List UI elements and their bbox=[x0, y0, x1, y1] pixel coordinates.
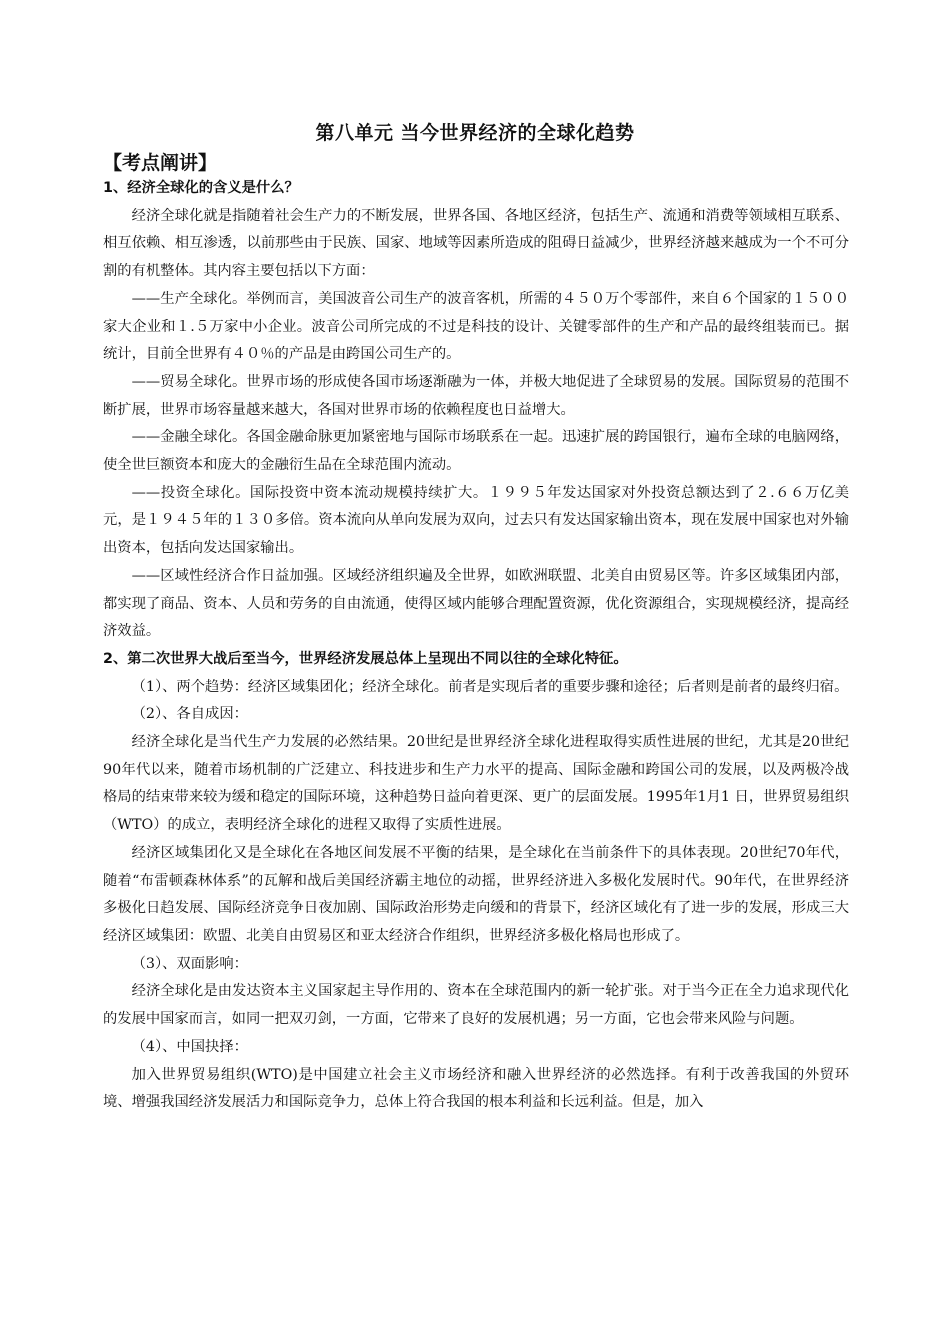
paragraph: ——投资全球化。国际投资中资本流动规模持续扩大。１９９５年发达国家对外投资总额达到了２.６６万亿美元，是１９４５年的１３０多倍。资本流向从单向发展为双向，过去只有发达国家输出资本，现在发展中国家也对外输出资本，包括向发达国家输出。 bbox=[103, 484, 849, 557]
page-title: 第八单元 当今世界经济的全球化趋势 bbox=[315, 122, 635, 144]
paragraph: 经济区域集团化又是全球化在各地区间发展不平衡的结果，是全球化在当前条件下的具体表现。20世纪70年代，随着“布雷顿森林体系”的瓦解和战后美国经济霸主地位的动摇，世界经济进入多极化发展时代。90年代，在世界经济多极化日趋发展、国际经济竞争日夜加剧、国际政治形势走向缓和的背景下，经济区域化有了进一步的发展，形成三大经济区域集团：欧盟、北美自由贸易区和亚太经济合作组织，世界经济多极化格局也形成了。 bbox=[103, 844, 849, 944]
paragraph: （1）、两个趋势：经济区域集团化；经济全球化。前者是实现后者的重要步骤和途径；后者则是前者的最终归宿。 bbox=[131, 678, 849, 695]
subheading: （2）、各自成因： bbox=[131, 706, 248, 723]
question-2-heading: 2、第二次世界大战后至当今，世界经济发展总体上呈现出不同以往的全球化特征。 bbox=[103, 650, 628, 667]
paragraph: ——生产全球化。举例而言，美国波音公司生产的波音客机，所需的４５０万个零部件，来自６个国家的１５００家大企业和１.５万家中小企业。波音公司所完成的不过是科技的设计、关键零部件的生产和产品的最终组装而已。据统计，目前全世界有４０％的产品是由跨国公司生产的。 bbox=[103, 290, 849, 363]
subheading: （3）、双面影响： bbox=[131, 955, 248, 972]
paragraph: 加入世界贸易组织(WTO)是中国建立社会主义市场经济和融入世界经济的必然选择。有利于改善我国的外贸环境、增强我国经济发展活力和国际竞争力，总体上符合我国的根本利益和长远利益。但是，加入 bbox=[103, 1066, 849, 1111]
paragraph: ——金融全球化。各国金融命脉更加紧密地与国际市场联系在一起。迅速扩展的跨国银行，遍布全球的电脑网络，使全世巨额资本和庞大的金融衍生品在全球范围内流动。 bbox=[103, 429, 849, 474]
question-1-heading: 1、经济全球化的含义是什么？ bbox=[103, 180, 299, 196]
document-body bbox=[103, 175, 849, 1117]
paragraph: 经济全球化是由发达资本主义国家起主导作用的、资本在全球范围内的新一轮扩张。对于当今正在全力追求现代化的发展中国家而言，如同一把双刃剑，一方面，它带来了良好的发展机遇；另一方面，它也会带来风险与问题。 bbox=[103, 983, 849, 1028]
subheading: （4）、中国抉择： bbox=[131, 1038, 248, 1055]
section-label: 【考点阐讲】 bbox=[103, 152, 218, 174]
paragraph: ——区域性经济合作日益加强。区域经济组织遍及全世界，如欧洲联盟、北美自由贸易区等。许多区域集团内部，都实现了商品、资本、人员和劳务的自由流通，使得区域内能够合理配置资源，优化资源组合，实现规模经济，提高经济效益。 bbox=[103, 567, 849, 640]
paragraph: 经济全球化是当代生产力发展的必然结果。20世纪是世界经济全球化进程取得实质性进展的世纪，尤其是20世纪90年代以来，随着市场机制的广泛建立、科技进步和生产力水平的提高、国际金融和跨国公司的发展，以及两极冷战格局的结束带来较为缓和稳定的国际环境，这种趋势日益向着更深、更广的层面发展。1995年1月1 日，世界贸易组织（WTO）的成立，表明经济全球化的进程又取得了实质性进展。 bbox=[103, 734, 849, 834]
paragraph: 经济全球化就是指随着社会生产力的不断发展，世界各国、各地区经济，包括生产、流通和消费等领域相互联系、相互依赖、相互渗透，以前那些由于民族、国家、地域等因素所造成的阻碍日益减少，世界经济越来越成为一个不可分割的有机整体。其内容主要包括以下方面： bbox=[103, 207, 849, 280]
paragraph: ——贸易全球化。世界市场的形成使各国市场逐渐融为一体，并极大地促进了全球贸易的发展。国际贸易的范围不断扩展，世界市场容量越来越大，各国对世界市场的依赖程度也日益增大。 bbox=[103, 373, 849, 418]
